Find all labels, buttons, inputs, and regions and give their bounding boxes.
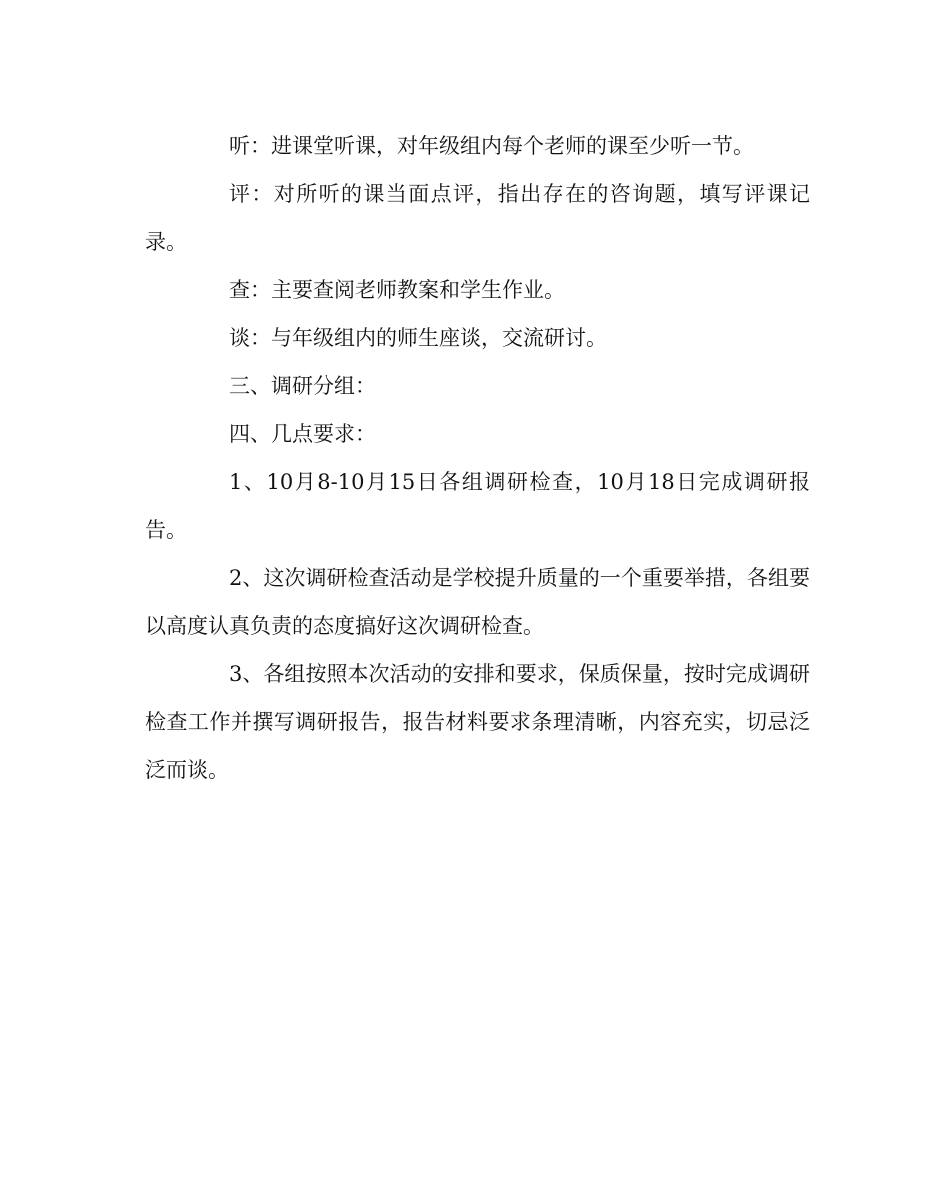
paragraph-listen: 听：进课堂听课，对年级组内每个老师的课至少听一节。 [229,134,754,158]
requirement-item-3: 3、各组按照本次活动的安排和要求，保质保量，按时完成调研检查工作并撰写调研报告，报告材料要求条理清晰，内容充实，切忌泛泛而谈。 [145,662,810,782]
paragraph-evaluate: 评：对所听的课当面点评，指出存在的咨询题，填写评课记录。 [145,182,810,254]
requirement-item-2: 2、这次调研检查活动是学校提升质量的一个重要举措，各组要以高度认真负责的态度搞好这次调研检查。 [145,566,810,638]
section-heading-grouping: 三、调研分组： [229,374,376,398]
section-heading-requirements: 四、几点要求： [229,422,376,446]
document-body [145,122,810,794]
requirement-item-1: 1、10月8-10月15日各组调研检查，10月18日完成调研报告。 [145,470,810,542]
paragraph-talk: 谈：与年级组内的师生座谈，交流研讨。 [229,326,607,350]
paragraph-check: 查：主要查阅老师教案和学生作业。 [229,278,565,302]
